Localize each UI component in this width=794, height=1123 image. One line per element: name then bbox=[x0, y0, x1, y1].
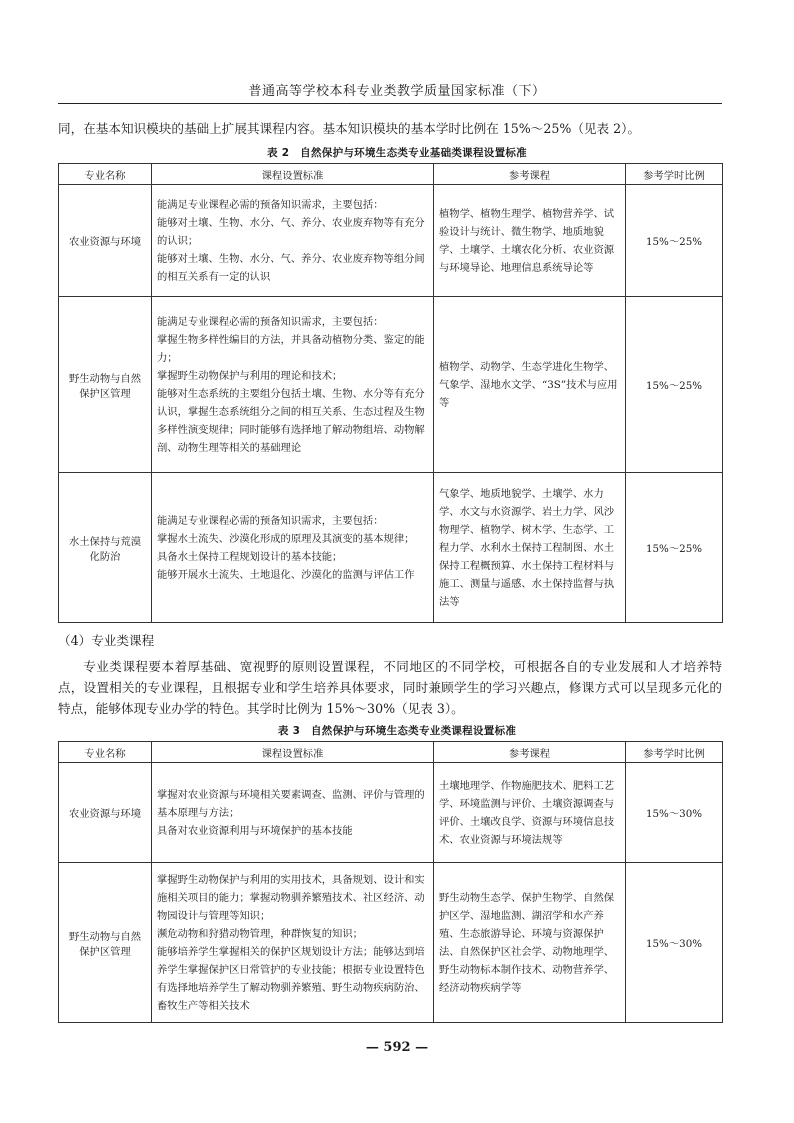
hour-ratio: 15%～25% bbox=[626, 473, 723, 623]
standard-line: 能满足专业课程必需的预备知识需求，主要包括： bbox=[157, 514, 384, 527]
table-row bbox=[59, 763, 723, 863]
reference-courses: 植物学、植物生理学、植物营养学、试验设计与统计、微生物学、地质地貌学、土壤学、土壤农化分析、农业资源与环境导论、地理信息系统导论等 bbox=[434, 185, 626, 297]
table2 bbox=[58, 163, 723, 623]
table-row bbox=[59, 473, 723, 623]
table3-caption: 表 3 自然保护与环境生态类专业类课程设置标准 bbox=[277, 725, 517, 737]
major-name: 农业资源与环境 bbox=[59, 185, 152, 297]
standard-line: 能够对土壤、生物、水分、气、养分、农业废弃物等组分间的相互关系有一定的认识 bbox=[157, 252, 425, 283]
column-header: 参考课程 bbox=[434, 164, 626, 185]
reference-courses: 野生动物生态学、保护生物学、自然保护区学、湿地监测、湖沼学和水产养殖、生态旅游导论、环境与资源保护法、自然保护区社会学、动物地理学、野生动物标本制作技术、动物营养学、经济动物疾病学等 bbox=[434, 863, 626, 1023]
course-standard bbox=[152, 185, 434, 297]
course-standard bbox=[152, 297, 434, 473]
major-name: 水土保持与荒漠化防治 bbox=[59, 473, 152, 623]
table-header-row bbox=[59, 164, 723, 185]
standard-line: 濒危动物和狩猎动物管理，种群恢复的知识； bbox=[157, 927, 363, 940]
column-header: 参考课程 bbox=[434, 742, 626, 763]
standard-line: 掌握水土流失、沙漠化形成的原理及其演变的基本规律； bbox=[157, 532, 415, 545]
standard-line: 具备对农业资源利用与环境保护的基本技能 bbox=[157, 824, 353, 837]
header-divider bbox=[58, 103, 722, 104]
table-header-row bbox=[59, 742, 723, 763]
standard-line: 具备水土保持工程规划设计的基本技能； bbox=[157, 550, 343, 563]
course-standard bbox=[152, 763, 434, 863]
standard-line: 掌握野生动物保护与利用的实用技术，具备规划、设计和实施相关项目的能力；掌握动物驯养繁殖技术、社区经济、动物园设计与管理等知识； bbox=[157, 873, 425, 922]
standard-line: 能够对生态系统的主要组分包括土壤、生物、水分等有充分认识，掌握生态系统组分之间的相互关系、生态过程及生物多样性演变规律；同时能够有选择地了解动物组培、动物解剖、动物生理等相关的基础理论 bbox=[157, 387, 425, 454]
section-heading: （4）专业类课程 bbox=[58, 633, 155, 648]
table-row bbox=[59, 863, 723, 1023]
column-header: 课程设置标准 bbox=[152, 164, 434, 185]
column-header: 参考学时比例 bbox=[626, 742, 723, 763]
standard-line: 能够培养学生掌握相关的保护区规划设计方法；能够达到培养学生掌握保护区日常管护的专业技能；根据专业设置特色有选择地培养学生了解动物驯养繁殖、野生动物疾病防治、畜牧生产等相关技术 bbox=[157, 945, 425, 1012]
reference-courses: 土壤地理学、作物施肥技术、肥料工艺学、环境监测与评价、土壤资源调查与评价、土壤改良学、资源与环境信息技术、农业资源与环境法规等 bbox=[434, 763, 626, 863]
course-standard bbox=[152, 863, 434, 1023]
major-name: 农业资源与环境 bbox=[59, 763, 152, 863]
column-header: 参考学时比例 bbox=[626, 164, 723, 185]
hour-ratio: 15%～25% bbox=[626, 297, 723, 473]
column-header: 专业名称 bbox=[59, 164, 152, 185]
table2-caption: 表 2 自然保护与环境生态类专业基础类课程设置标准 bbox=[267, 147, 527, 159]
standard-line: 掌握对农业资源与环境相关要素调查、监测、评价与管理的基本原理与方法； bbox=[157, 788, 425, 819]
column-header: 课程设置标准 bbox=[152, 742, 434, 763]
table-row bbox=[59, 297, 723, 473]
column-header: 专业名称 bbox=[59, 742, 152, 763]
reference-courses: 气象学、地质地貌学、土壤学、水力学、水文与水资源学、岩土力学、风沙物理学、植物学、树木学、生态学、工程力学、水利水土保持工程制图、水土保持工程概预算、水土保持工程材料与施工、测量与遥感、水土保持监督与执法等 bbox=[434, 473, 626, 623]
table3 bbox=[58, 741, 723, 1023]
running-header: 普通高等学校本科专业类教学质量国家标准（下） bbox=[248, 84, 546, 99]
standard-line: 掌握野生动物保护与利用的理论和技术； bbox=[157, 369, 343, 382]
standard-line: 能满足专业课程必需的预备知识需求，主要包括： bbox=[157, 315, 384, 328]
reference-courses: 植物学、动物学、生态学进化生物学、气象学、湿地水文学、“3S”技术与应用等 bbox=[434, 297, 626, 473]
body-paragraph: 专业类课程要本着厚基础、宽视野的原则设置课程，不同地区的不同学校，可根据各自的专业发展和人才培养特点，设置相关的专业课程，且根据专业和学生培养具体要求，同时兼顾学生的学习兴趣点，修课方式可以呈现多元化的特点，能够体现专业办学的特色。其学时比例为 15%～30%（见表 3）。 bbox=[58, 659, 722, 716]
table-row bbox=[59, 185, 723, 297]
page-number: — 592 — bbox=[365, 1040, 429, 1055]
major-name: 野生动物与自然保护区管理 bbox=[59, 863, 152, 1023]
major-name: 野生动物与自然保护区管理 bbox=[59, 297, 152, 473]
hour-ratio: 15%～25% bbox=[626, 185, 723, 297]
course-standard bbox=[152, 473, 434, 623]
intro-paragraph: 同，在基本知识模块的基础上扩展其课程内容。基本知识模块的基本学时比例在 15%～25%（见表 2）。 bbox=[58, 121, 641, 136]
standard-line: 掌握生物多样性编目的方法，并具备动植物分类、鉴定的能力； bbox=[157, 333, 425, 364]
hour-ratio: 15%～30% bbox=[626, 763, 723, 863]
standard-line: 能满足专业课程必需的预备知识需求，主要包括： bbox=[157, 198, 384, 211]
hour-ratio: 15%～30% bbox=[626, 863, 723, 1023]
standard-line: 能够对土壤、生物、水分、气、养分、农业废弃物等有充分的认识； bbox=[157, 216, 425, 247]
standard-line: 能够开展水土流失、土地退化、沙漠化的监测与评估工作 bbox=[157, 568, 415, 581]
